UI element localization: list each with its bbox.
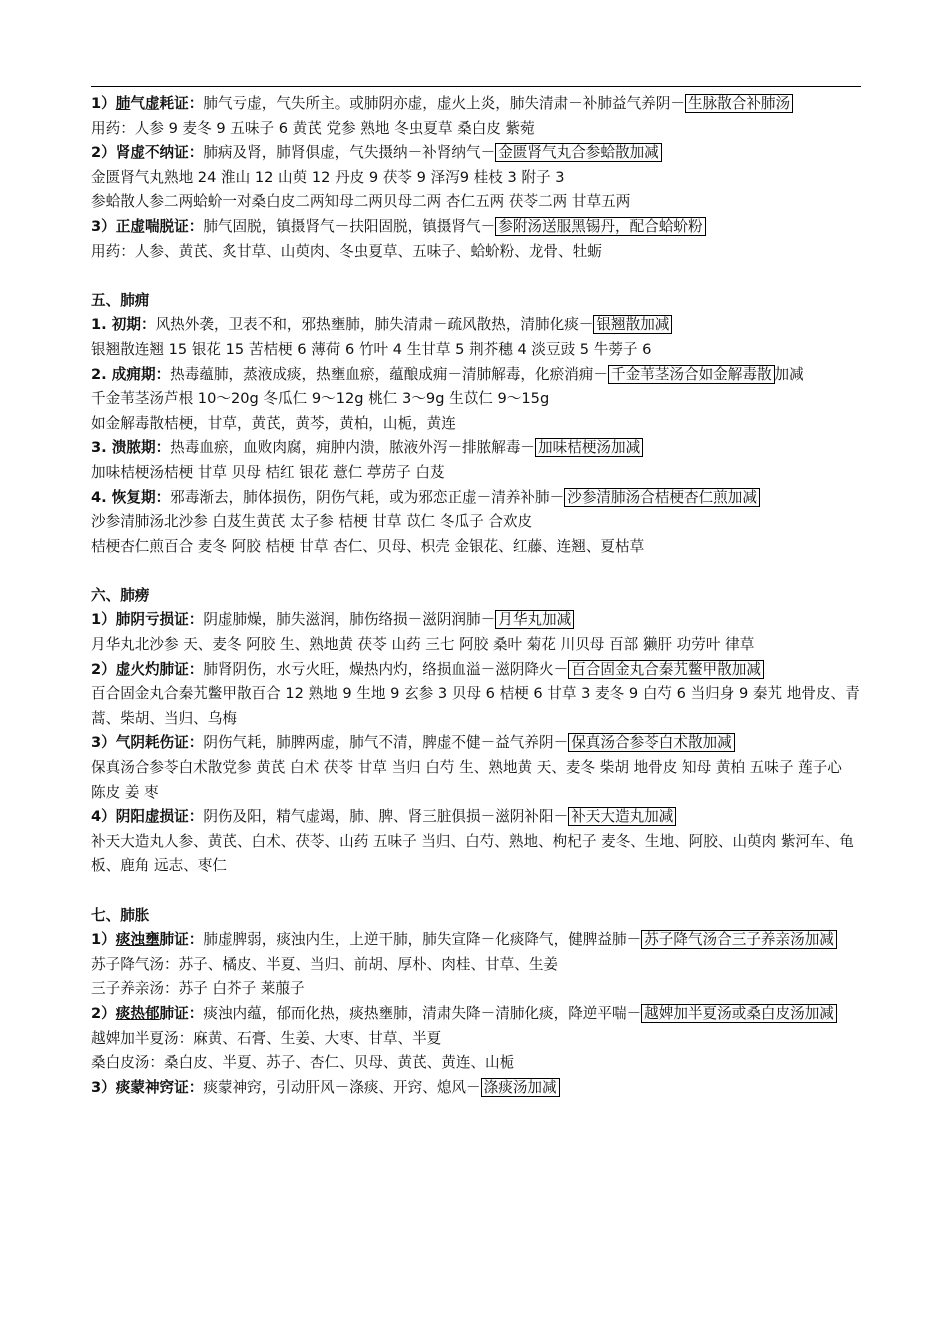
entry-description: 热毒蕴肺，蒸液成痰，热壅血瘀，蕴酿成痈－清肺解毒，化瘀消痈－	[170, 365, 608, 383]
syndrome-entry	[91, 608, 861, 633]
entry-label: 肾虚不纳证：	[115, 144, 204, 162]
entry-label-underlined: 痰浊壅	[115, 931, 160, 949]
text-line: 千金苇茎汤芦根 10～20g 冬瓜仁 9～12g 桃仁 3～9g 生苡仁 9～15g	[91, 390, 550, 408]
syndrome-entry	[91, 805, 861, 830]
spacer	[91, 559, 861, 584]
syndrome-entry	[91, 436, 861, 461]
entry-description: 阴伤气耗，肺脾两虚，肺气不清，脾虚不健－益气养阴－	[203, 734, 569, 752]
entry-description: 阴虚肺燥，肺失滋润，肺伤络损－滋阴润肺－	[203, 611, 496, 629]
text-line: 金匮肾气丸熟地 24 淮山 12 山萸 12 丹皮 9 茯苓 9 泽泻9 桂枝 3 附子 3	[91, 168, 565, 186]
syndrome-entry	[91, 92, 861, 117]
syndrome-entry	[91, 731, 861, 756]
text-line: 如金解毒散桔梗，甘草，黄芪，黄芩，黄柏，山栀，黄连	[91, 414, 456, 432]
prescription-box: 补天大造丸加减	[568, 807, 676, 826]
entry-label-prefix: 2）	[91, 1004, 116, 1022]
entry-description: 风热外袭，卫表不和，邪热壅肺，肺失清肃－疏风散热，清肺化痰－	[155, 316, 594, 334]
document-body	[91, 92, 861, 1100]
text-line: 用药：人参、黄芪、炙甘草、山萸肉、冬虫夏草、五味子、蛤蚧粉、龙骨、牡蛎	[91, 242, 602, 260]
entry-label-prefix: 3）	[91, 734, 116, 752]
entry-label-prefix: 3.	[91, 439, 112, 457]
prescription-box: 千金苇茎汤合如金解毒散	[608, 365, 775, 384]
entry-description: 肺肾阴伤，水亏火旺，燥热内灼，络损血溢－滋阴降火－	[203, 660, 569, 678]
entry-label-underlined: 肺	[115, 95, 131, 112]
syndrome-entry	[91, 928, 861, 953]
entry-label: 虚火灼肺证：	[115, 660, 204, 678]
spacer	[91, 264, 861, 289]
text-line: 用药：人参 9 麦冬 9 五味子 6 黄芪 党参 熟地 冬虫夏草 桑白皮 紫菀	[91, 119, 535, 137]
entry-label-prefix: 2）	[91, 660, 116, 678]
text-line: 保真汤合参苓白术散党参 黄芪 白术 茯苓 甘草 当归 白芍 生、熟地黄 天、麦冬 柴胡 地骨皮 知母 黄柏 五味子 莲子心 陈皮 姜 枣	[91, 759, 842, 801]
text-line: 百合固金丸合秦艽鳖甲散百合 12 熟地 9 生地 9 玄参 3 贝母 6 桔梗 6 甘草 3 麦冬 9 白芍 6 当归身 9 秦艽 地骨皮、青蒿、柴胡、当归、乌梅	[91, 685, 860, 727]
entry-label-prefix: 3）	[91, 217, 116, 235]
text-line: 补天大造丸人参、黄芪、白术、茯苓、山药 五味子 当归、白芍、熟地、枸杞子 麦冬、生地、阿胶、山萸肉 紫河车、龟板、鹿角 远志、枣仁	[91, 832, 854, 875]
entry-description: 肺气亏虚，气失所主。或肺阴亦虚，虚火上炎，肺失清肃－补肺益气养阴－	[203, 95, 685, 112]
entry-label: 初期：	[111, 316, 156, 334]
syndrome-entry	[91, 141, 861, 166]
prescription-box: 金匮肾气丸合参蛤散加减	[495, 143, 662, 162]
text-line: 越婢加半夏汤：麻黄、石膏、生姜、大枣、甘草、半夏	[91, 1029, 442, 1047]
entry-label-prefix: 1）	[91, 95, 116, 112]
entry-description: 肺虚脾弱，痰浊内生，上逆干肺，肺失宣降－化痰降气，健脾益肺－	[203, 931, 642, 949]
entry-description: 肺气固脱，镇摄肾气－扶阳固脱，镇摄肾气－	[203, 217, 496, 235]
entry-label: 肺证：	[159, 931, 204, 949]
spacer	[91, 879, 861, 904]
entry-label: 正虚喘脱证：	[115, 217, 204, 235]
entry-label-prefix: 4）	[91, 808, 116, 826]
prescription-box: 百合固金丸合秦艽鳖甲散加减	[568, 660, 764, 679]
prescription-box: 加味桔梗汤加减	[535, 438, 643, 457]
text-line: 苏子降气汤：苏子、橘皮、半夏、当归、前胡、厚朴、肉桂、甘草、生姜	[91, 955, 559, 973]
prescription-box: 保真汤合参苓白术散加减	[568, 733, 735, 752]
entry-label: 肺证：	[159, 1004, 204, 1022]
entry-suffix: 加减	[774, 365, 804, 383]
text-line: 月华丸北沙参 天、麦冬 阿胶 生、熟地黄 茯苓 山药 三七 阿胶 桑叶 菊花 川贝母 百部 獭肝 功劳叶 律草	[91, 636, 755, 654]
entry-label-underlined: 痰热郁	[115, 1004, 160, 1022]
prescription-box: 参附汤送服黑锡丹，配合蛤蚧粉	[495, 217, 705, 236]
entry-description: 肺病及肾，肺肾俱虚，气失摄纳－补肾纳气－	[203, 144, 496, 162]
entry-label-prefix: 1.	[91, 316, 112, 334]
entry-label-prefix: 1）	[91, 931, 116, 949]
entry-description: 痰蒙神窍，引动肝风－涤痰、开窍、熄风－	[203, 1078, 481, 1096]
text-line: 沙参清肺汤北沙参 白芨生黄芪 太子参 桔梗 甘草 苡仁 冬瓜子 合欢皮	[91, 513, 533, 531]
entry-description: 邪毒渐去，肺体损伤，阴伤气耗，或为邪恋正虚－清养补肺－	[170, 488, 565, 506]
syndrome-entry	[91, 658, 861, 683]
section-heading: 六、肺痨	[91, 586, 150, 604]
text-line: 参蛤散人参二两蛤蚧一对桑白皮二两知母二两贝母二两 杏仁五两 茯苓二两 甘草五两	[91, 193, 631, 211]
syndrome-entry	[91, 313, 861, 338]
entry-label-prefix: 3）	[91, 1078, 116, 1096]
entry-label-prefix: 1）	[91, 611, 116, 629]
prescription-box: 越婢加半夏汤或桑白皮汤加减	[641, 1004, 837, 1023]
text-line: 桔梗杏仁煎百合 麦冬 阿胶 桔梗 甘草 杏仁、贝母、枳壳 金银花、红藤、连翘、夏枯草	[91, 537, 645, 555]
prescription-box: 生脉散合补肺汤	[685, 94, 793, 113]
section-heading: 五、肺痈	[91, 291, 150, 309]
prescription-box: 涤痰汤加减	[481, 1078, 560, 1097]
entry-label-prefix: 2）	[91, 144, 116, 162]
text-line: 加味桔梗汤桔梗 甘草 贝母 桔红 银花 薏仁 葶苈子 白芨	[91, 463, 445, 481]
entry-description: 热毒血瘀，血败肉腐，痈肿内溃，脓液外泻－排脓解毒－	[170, 439, 536, 457]
prescription-box: 沙参清肺汤合桔梗杏仁煎加减	[564, 488, 760, 507]
prescription-box: 月华丸加减	[495, 610, 574, 629]
syndrome-entry	[91, 215, 861, 240]
entry-label: 气虚耗证：	[130, 95, 204, 112]
entry-label: 溃脓期：	[111, 439, 171, 457]
syndrome-entry	[91, 486, 861, 511]
entry-label: 肺阴亏损证：	[115, 611, 204, 629]
syndrome-entry	[91, 363, 861, 388]
entry-label: 痰蒙神窍证：	[115, 1078, 204, 1096]
entry-label: 恢复期：	[111, 488, 171, 506]
entry-label-prefix: 2.	[91, 365, 112, 383]
syndrome-entry	[91, 1002, 861, 1027]
syndrome-entry	[91, 1076, 861, 1101]
entry-description: 阴伤及阳，精气虚竭，肺、脾、肾三脏俱损－滋阴补阳－	[203, 808, 569, 826]
text-line: 桑白皮汤：桑白皮、半夏、苏子、杏仁、贝母、黄芪、黄连、山栀	[91, 1054, 515, 1072]
entry-label: 成痈期：	[111, 365, 171, 383]
text-line: 银翘散连翘 15 银花 15 苦桔梗 6 薄荷 6 竹叶 4 生甘草 5 荆芥穗 4 淡豆豉 5 牛蒡子 6	[91, 340, 652, 358]
prescription-box: 苏子降气汤合三子养亲汤加减	[641, 930, 837, 949]
header-rule	[91, 86, 861, 87]
text-line: 三子养亲汤：苏子 白芥子 莱菔子	[91, 980, 305, 998]
entry-description: 痰浊内蕴，郁而化热，痰热壅肺，清肃失降－清肺化痰，降逆平喘－	[203, 1004, 642, 1022]
section-heading: 七、肺胀	[91, 906, 150, 924]
entry-label: 阴阳虚损证：	[115, 808, 204, 826]
entry-label: 气阴耗伤证：	[115, 734, 204, 752]
prescription-box: 银翘散加减	[593, 315, 672, 334]
entry-label-prefix: 4.	[91, 488, 112, 506]
